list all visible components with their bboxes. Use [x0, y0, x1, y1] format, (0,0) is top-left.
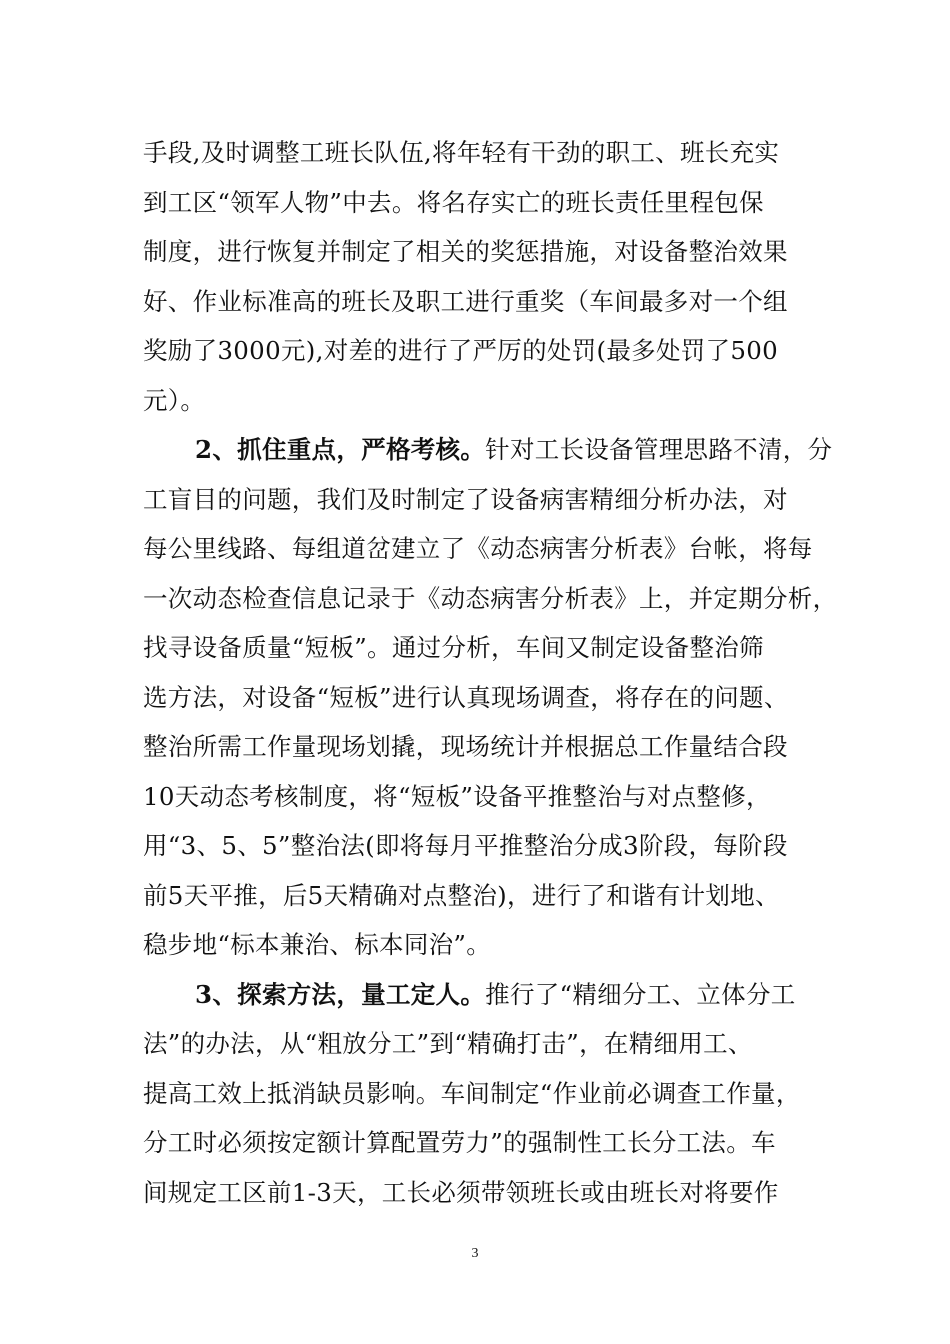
section-2-line: 用“3、5、5”整治法(即将每月平推整治分成3阶段，每阶段	[143, 831, 788, 860]
section-2-first-line-text: 针对工长设备管理思路不清，分	[485, 435, 833, 464]
page-number: 3	[471, 1246, 479, 1261]
paragraph-1-line-5: 奖励了3000元),对差的进行了严厉的处罚(最多处罚了500	[143, 336, 779, 365]
section-3-line: 分工时必须按定额计算配置劳力”的强制性工长分工法。车	[143, 1128, 776, 1157]
section-3-first-line	[143, 970, 808, 1020]
paragraph-1-line-1: 手段,及时调整工班长队伍,将年轻有干劲的职工、班长充实	[143, 138, 780, 167]
section-2-line: 稳步地“标本兼治、标本同治”。	[143, 930, 492, 959]
paragraph-1-line-3: 制度，进行恢复并制定了相关的奖惩措施，对设备整治效果	[143, 237, 788, 266]
section-2-line: 10天动态考核制度，将“短板”设备平推整治与对点整修，	[143, 781, 771, 811]
section-3-line: 间规定工区前1-3天，工长必须带领班长或由班长对将要作	[143, 1177, 779, 1207]
paragraph-1-line-4: 好、作业标准高的班长及职工进行重奖（车间最多对一个组	[143, 286, 788, 316]
paragraph-1-line-2: 到工区“领军人物”中去。将名存实亡的班长责任里程包保	[143, 187, 764, 217]
body-text	[143, 128, 838, 1217]
section-3-line: 提高工效上抵消缺员影响。车间制定“作业前必调查工作量，	[143, 1078, 801, 1108]
section-2-line: 工盲目的问题，我们及时制定了设备病害精细分析办法，对	[143, 484, 788, 514]
section-2-line: 选方法，对设备“短板”进行认真现场调查，将存在的问题、	[143, 682, 789, 712]
section-2-heading: 2、抓住重点，严格考核。	[195, 435, 486, 464]
section-2-line: 前5天平推，后5天精确对点整治)，进行了和谐有计划地、	[143, 880, 780, 910]
section-3-line: 法”的办法，从“粗放分工”到“精确打击”，在精细用工、	[143, 1029, 753, 1058]
section-3-first-line-text: 推行了“精细分工、立体分工	[485, 979, 796, 1009]
section-2-line: 找寻设备质量“短板”。通过分析，车间又制定设备整治筛	[143, 633, 764, 662]
section-3-heading: 3、探索方法，量工定人。	[195, 979, 486, 1009]
section-2-line: 一次动态检查信息记录于《动态病害分析表》上，并定期分析，	[143, 583, 838, 613]
section-2-line: 整治所需工作量现场划撬，现场统计并根据总工作量结合段	[143, 732, 788, 761]
section-2-first-line	[143, 425, 833, 475]
section-2-line: 每公里线路、每组道岔建立了《动态病害分析表》台帐，将每	[143, 534, 813, 563]
paragraph-1-line-6: 元）。	[143, 385, 206, 415]
